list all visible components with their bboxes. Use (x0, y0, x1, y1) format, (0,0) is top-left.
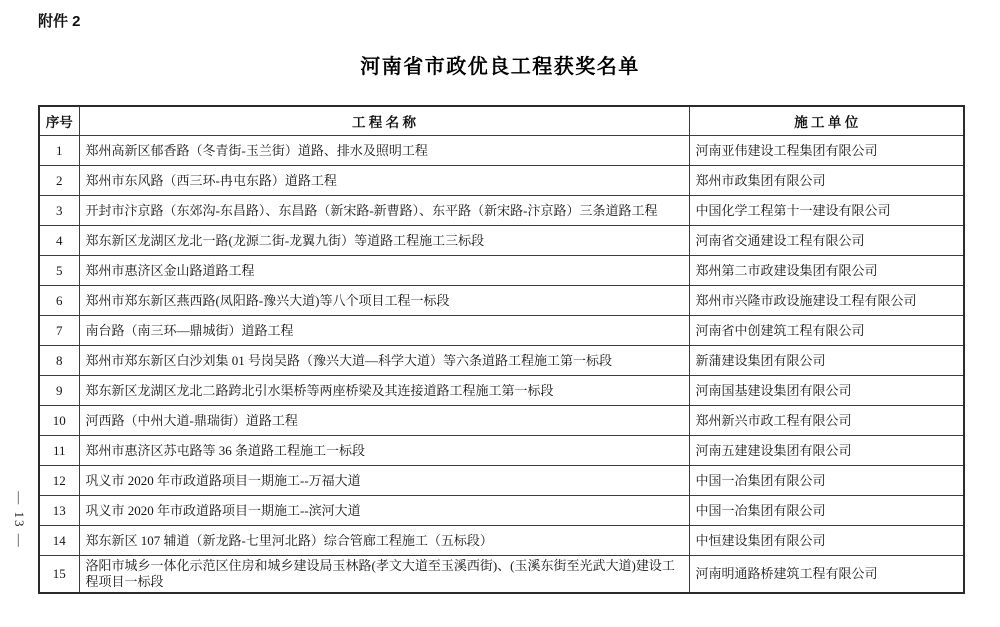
row-number-cell: 4 (39, 226, 79, 256)
header-no: 序号 (39, 106, 79, 136)
row-number-cell: 13 (39, 496, 79, 526)
page-title: 河南省市政优良工程获奖名单 (360, 56, 640, 78)
project-name-cell: 开封市汴京路（东郊沟-东昌路）、东昌路（新宋路-新曹路）、东平路（新宋路-汴京路）三条道路工程 (79, 196, 689, 226)
table-row (39, 526, 964, 556)
construction-unit-cell: 中国一冶集团有限公司 (689, 496, 964, 526)
construction-unit-cell: 郑州市政集团有限公司 (689, 166, 964, 196)
row-number-cell: 7 (39, 316, 79, 346)
row-number-cell: 10 (39, 406, 79, 436)
construction-unit-cell: 郑州市兴隆市政设施建设工程有限公司 (689, 286, 964, 316)
table-row (39, 556, 964, 594)
table-row (39, 136, 964, 166)
project-name-cell: 郑东新区龙湖区龙北二路跨北引水渠桥等两座桥梁及其连接道路工程施工第一标段 (79, 376, 689, 406)
row-number-cell: 3 (39, 196, 79, 226)
project-name-cell: 郑东新区龙湖区龙北一路(龙源二街-龙翼九街）等道路工程施工三标段 (79, 226, 689, 256)
row-number-cell: 14 (39, 526, 79, 556)
construction-unit-cell: 河南省中创建筑工程有限公司 (689, 316, 964, 346)
project-name-cell: 郑州市郑东新区白沙刘集 01 号岗吴路（豫兴大道—科学大道）等六条道路工程施工第一标段 (79, 346, 689, 376)
attachment-label: 附件 2 (38, 13, 81, 30)
row-number-cell: 11 (39, 436, 79, 466)
row-number-cell: 9 (39, 376, 79, 406)
table-header (39, 106, 964, 136)
table-row (39, 376, 964, 406)
table-row (39, 256, 964, 286)
project-name-cell: 河西路（中州大道-鼎瑞街）道路工程 (79, 406, 689, 436)
project-name-cell: 洛阳市城乡一体化示范区住房和城乡建设局玉林路(孝文大道至玉溪西街)、(玉溪东街至光武大道)建设工程项目一标段 (79, 556, 689, 594)
header-project-name: 工 程 名 称 (79, 106, 689, 136)
table-row (39, 496, 964, 526)
table-row (39, 406, 964, 436)
row-number-cell: 8 (39, 346, 79, 376)
construction-unit-cell: 郑州新兴市政工程有限公司 (689, 406, 964, 436)
table-row (39, 436, 964, 466)
construction-unit-cell: 郑州第二市政建设集团有限公司 (689, 256, 964, 286)
table-row (39, 286, 964, 316)
row-number-cell: 1 (39, 136, 79, 166)
row-number-cell: 6 (39, 286, 79, 316)
construction-unit-cell: 河南明通路桥建筑工程有限公司 (689, 556, 964, 594)
construction-unit-cell: 中国一冶集团有限公司 (689, 466, 964, 496)
row-number-cell: 5 (39, 256, 79, 286)
construction-unit-cell: 河南省交通建设工程有限公司 (689, 226, 964, 256)
construction-unit-cell: 河南五建建设集团有限公司 (689, 436, 964, 466)
table-row (39, 466, 964, 496)
project-name-cell: 郑州市东风路（西三环-冉屯东路）道路工程 (79, 166, 689, 196)
award-table (38, 105, 965, 594)
row-number-cell: 12 (39, 466, 79, 496)
construction-unit-cell: 中恒建设集团有限公司 (689, 526, 964, 556)
construction-unit-cell: 河南国基建设集团有限公司 (689, 376, 964, 406)
row-number-cell: 15 (39, 556, 79, 594)
table-row (39, 166, 964, 196)
construction-unit-cell: 中国化学工程第十一建设有限公司 (689, 196, 964, 226)
project-name-cell: 郑州市惠济区金山路道路工程 (79, 256, 689, 286)
project-name-cell: 巩义市 2020 年市政道路项目一期施工--滨河大道 (79, 496, 689, 526)
page-number: — 13 — (12, 491, 27, 549)
table-row (39, 346, 964, 376)
project-name-cell: 郑州市郑东新区燕西路(凤阳路-豫兴大道)等八个项目工程一标段 (79, 286, 689, 316)
project-name-cell: 巩义市 2020 年市政道路项目一期施工--万福大道 (79, 466, 689, 496)
construction-unit-cell: 河南亚伟建设工程集团有限公司 (689, 136, 964, 166)
header-construction-unit: 施 工 单 位 (689, 106, 964, 136)
project-name-cell: 南台路（南三环—鼎城街）道路工程 (79, 316, 689, 346)
table-body (39, 136, 964, 594)
table-row (39, 316, 964, 346)
project-name-cell: 郑州市惠济区苏屯路等 36 条道路工程施工一标段 (79, 436, 689, 466)
table-row (39, 226, 964, 256)
table-header-row (39, 106, 964, 136)
project-name-cell: 郑东新区 107 辅道（新龙路-七里河北路）综合管廊工程施工（五标段） (79, 526, 689, 556)
construction-unit-cell: 新蒲建设集团有限公司 (689, 346, 964, 376)
row-number-cell: 2 (39, 166, 79, 196)
table-row (39, 196, 964, 226)
project-name-cell: 郑州高新区郁香路（冬青街-玉兰街）道路、排水及照明工程 (79, 136, 689, 166)
